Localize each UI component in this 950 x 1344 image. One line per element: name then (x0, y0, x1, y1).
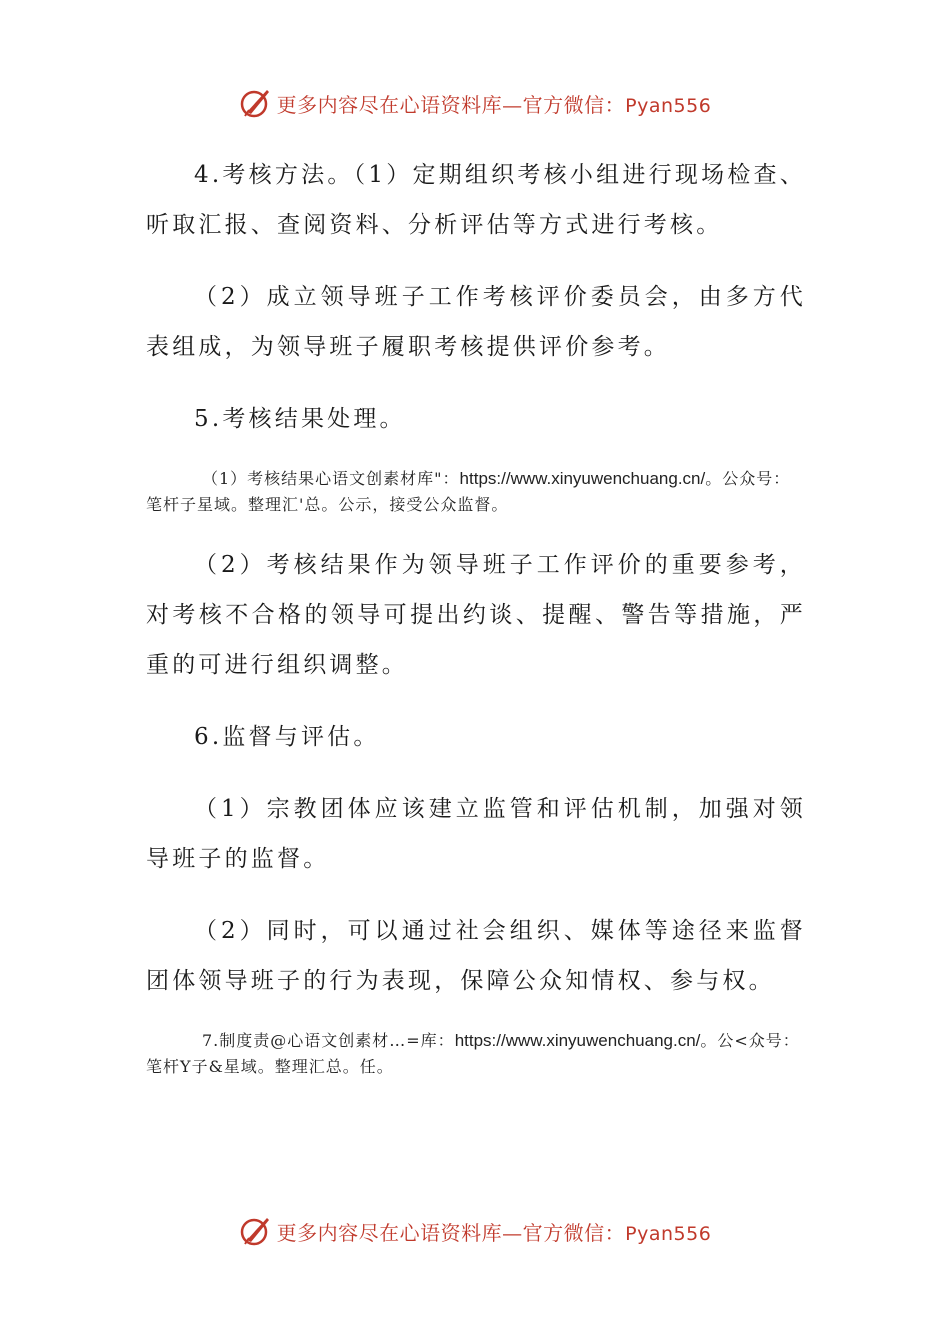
wechat-id: Pyan556 (625, 1222, 712, 1245)
paragraph-social-supervision: （2）同时，可以通过社会组织、媒体等途径来监督团体领导班子的行为表现，保障公众知情权、参与权。 (146, 918, 806, 994)
heading-result-handling: 5.考核结果处理。 (194, 406, 406, 432)
paragraph-result-publicity: （1）考核结果心语文创素材库"：https://www.xinyuwenchuang.cn/。公众号：笔杆子星域。整理汇'总。公示，接受公众监督。 (146, 469, 791, 514)
quill-pen-logo-icon (239, 86, 273, 120)
paragraph-assessment-method: 4.考核方法。（1）定期组织考核小组进行现场检查、听取汇报、查阅资料、分析评估等方式进行考核。 (146, 162, 806, 238)
wechat-id: Pyan556 (625, 94, 712, 117)
heading-supervision: 6.监督与评估。 (194, 724, 380, 750)
footer-banner (0, 1211, 950, 1251)
paragraph-supervision-mechanism: （1）宗教团体应该建立监管和评估机制，加强对领导班子的监督。 (146, 796, 806, 872)
banner-text: 更多内容尽在心语资料库—官方微信：Pyan556 (276, 1220, 712, 1245)
url-link[interactable]: https://www.xinyuwenchuang.cn/ (459, 469, 706, 488)
quill-pen-logo-icon (239, 1214, 273, 1248)
url-link[interactable]: https://www.xinyuwenchuang.cn/ (454, 1031, 701, 1050)
paragraph-committee: （2）成立领导班子工作考核评价委员会，由多方代表组成，为领导班子履职考核提供评价参考。 (146, 284, 806, 360)
document-body (146, 150, 806, 1102)
banner-text: 更多内容尽在心语资料库—官方微信：Pyan556 (276, 92, 712, 117)
paragraph-institution-responsibility: 7.制度责@心语文创素材…=库：https://www.xinyuwenchuang.cn/。公<众号：笔杆Y子&星域。整理汇总。任。 (146, 1031, 800, 1076)
header-banner (0, 83, 950, 123)
paragraph-result-reference: （2）考核结果作为领导班子工作评价的重要参考，对考核不合格的领导可提出约谈、提醒、警告等措施，严重的可进行组织调整。 (146, 552, 806, 678)
